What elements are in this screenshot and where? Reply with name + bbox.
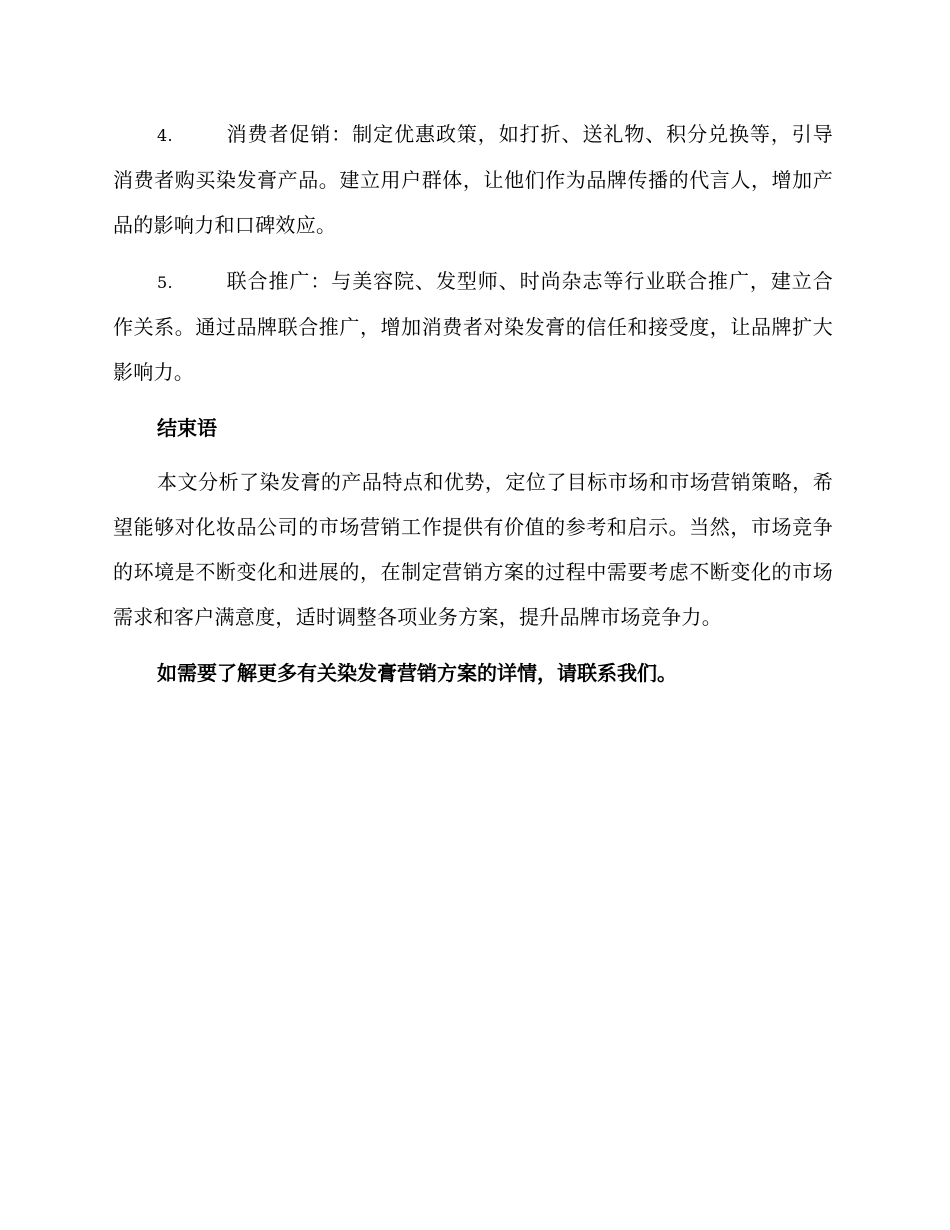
conclusion-heading: 结束语 (157, 416, 217, 440)
list-item-number: 4. (157, 126, 173, 145)
contact-note: 如需要了解更多有关染发膏营销方案的详情，请联系我们。 (157, 661, 677, 685)
conclusion-body: 本文分析了染发膏的产品特点和优势，定位了目标市场和市场营销策略，希望能够对化妆品公司的市场营销工作提供有价值的参考和启示。当然，市场竞争的环境是不断变化和进展的，在制定营销方案的过程中需要考虑不断变化的市场需求和客户满意度，适时调整各项业务方案，提升品牌市场竞争力。 (113, 470, 833, 629)
list-item-consumer-promotion (113, 112, 833, 248)
list-item-text: 消费者促销：制定优惠政策，如打折、送礼物、积分兑换等，引导消费者购买染发膏产品。建立用户群体，让他们作为品牌传播的代言人，增加产品的影响力和口碑效应。 (113, 122, 833, 237)
list-item-number: 5. (157, 273, 173, 292)
document-page (113, 112, 833, 696)
list-item-joint-promotion (113, 259, 833, 395)
list-item-text: 联合推广：与美容院、发型师、时尚杂志等行业联合推广，建立合作关系。通过品牌联合推广，增加消费者对染发膏的信任和接受度，让品牌扩大影响力。 (113, 269, 833, 384)
